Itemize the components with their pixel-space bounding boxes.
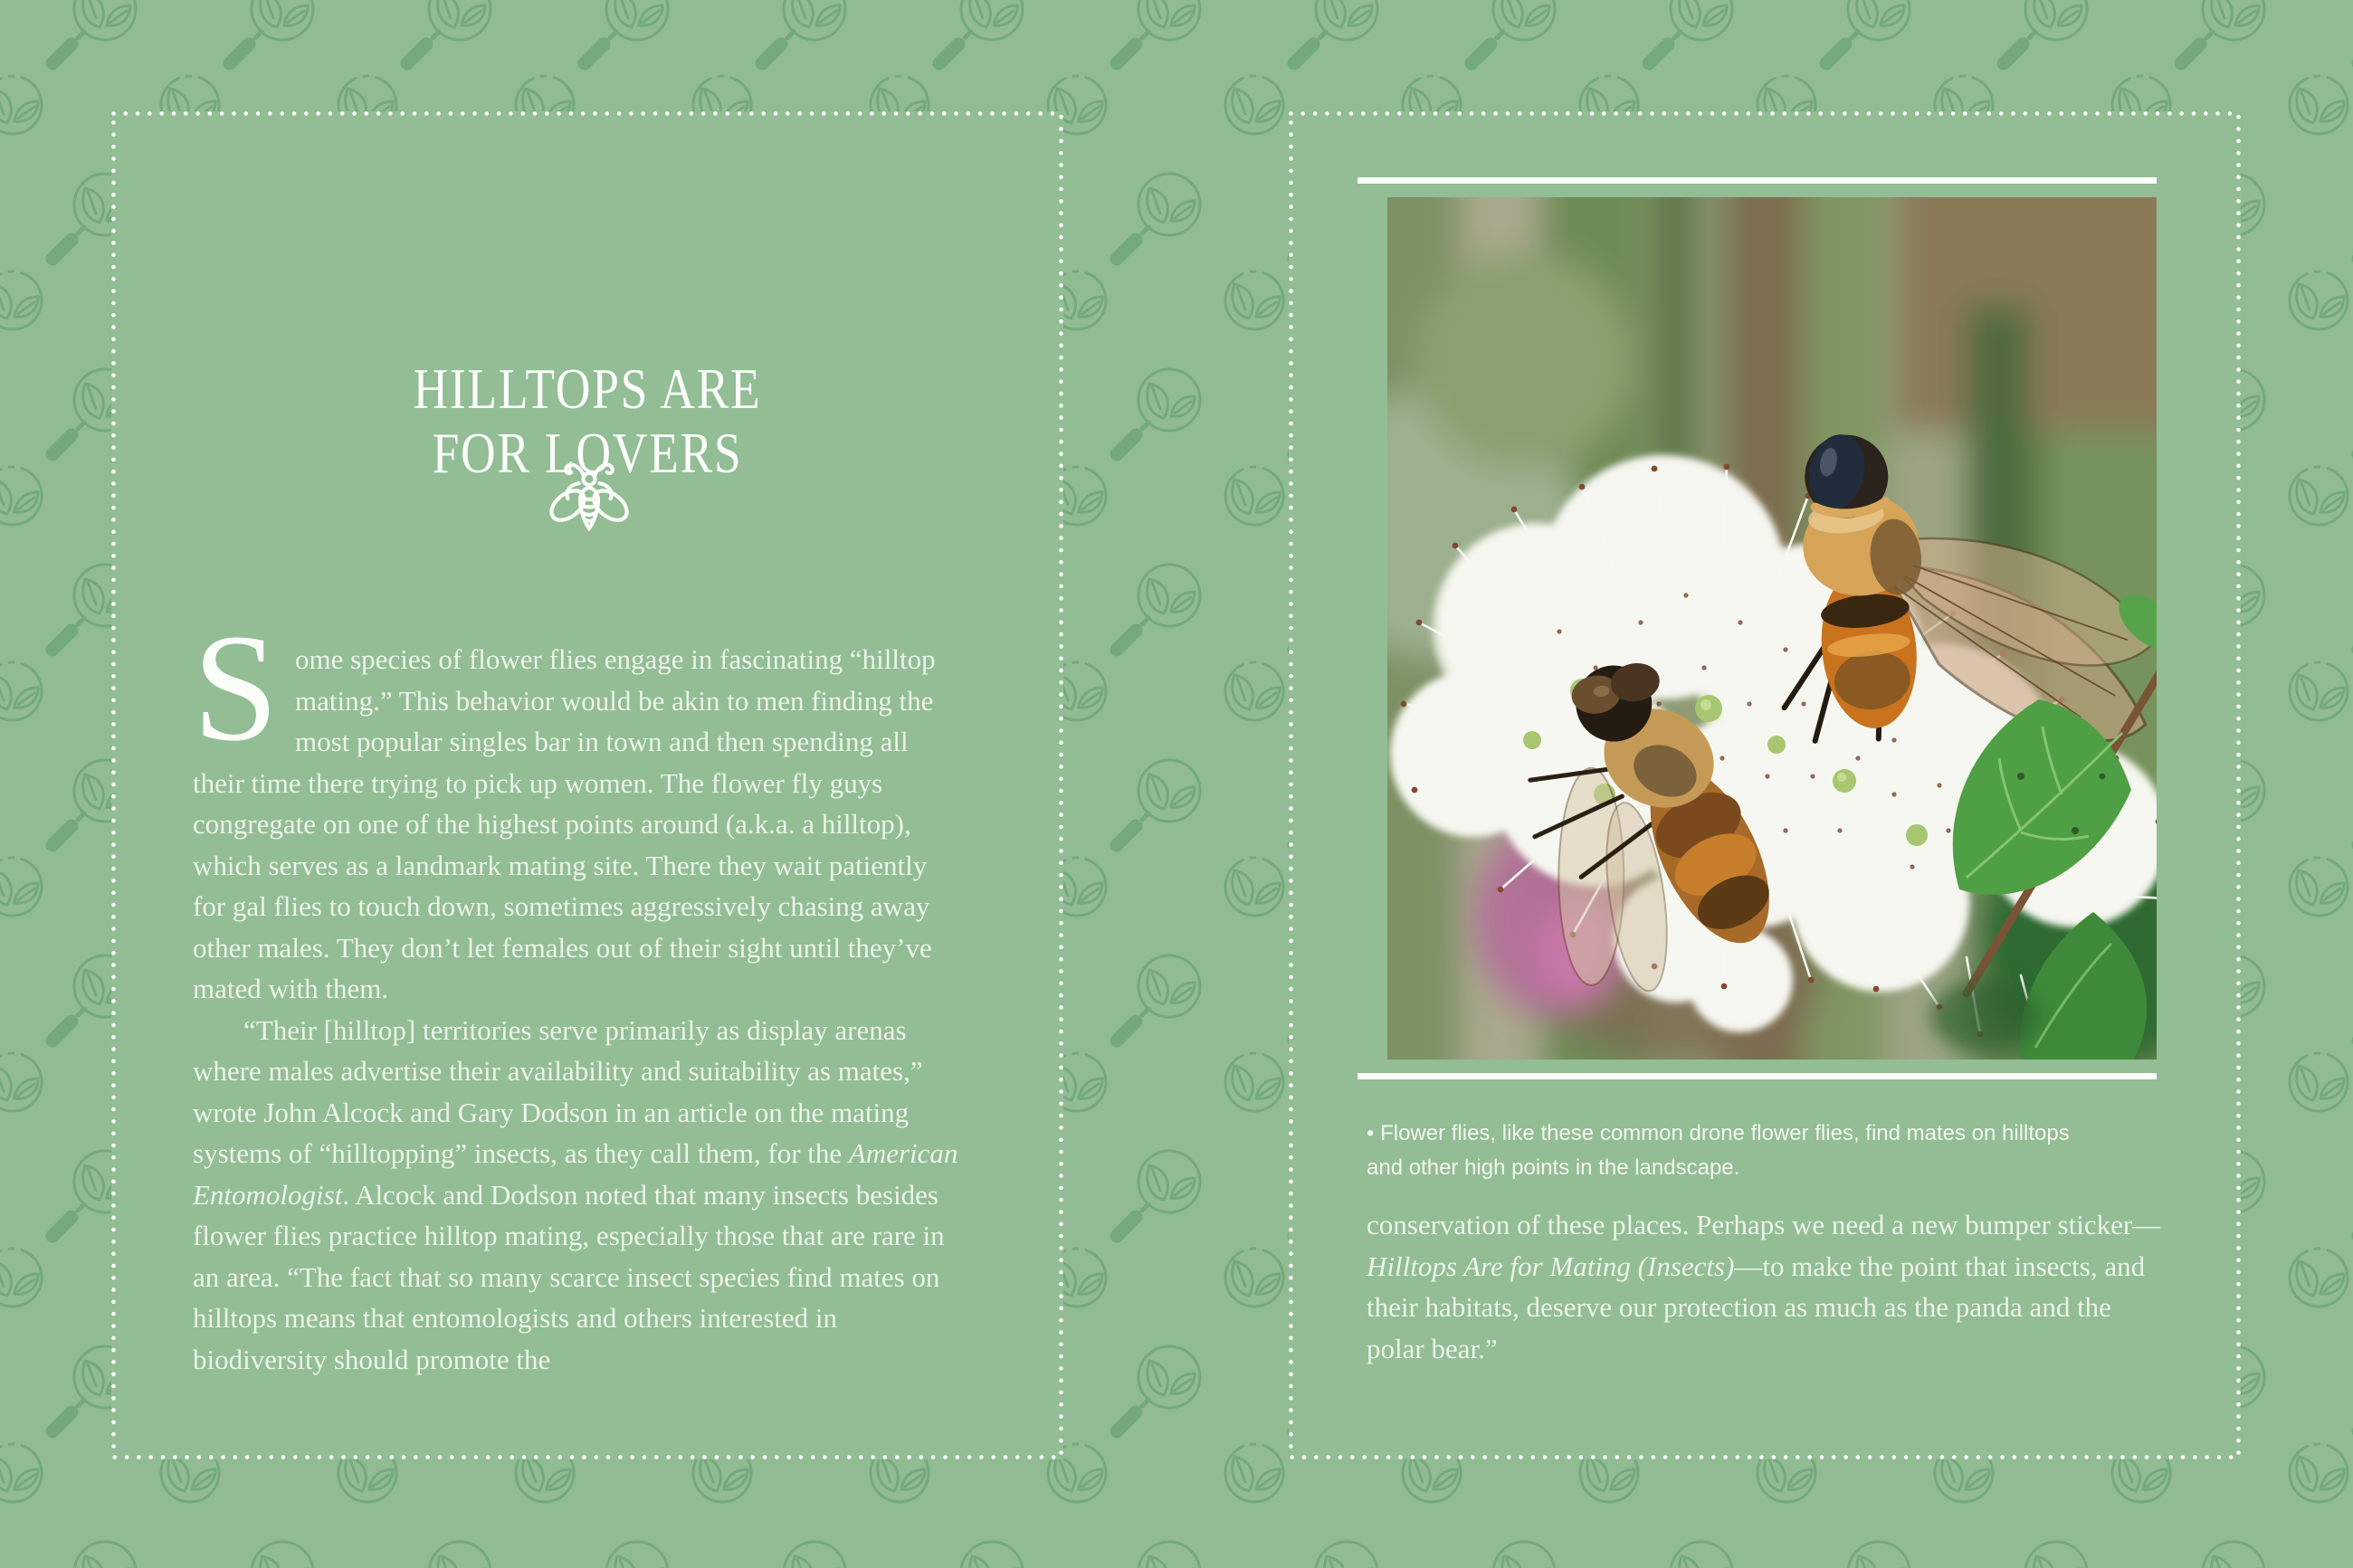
right-page	[1289, 111, 2241, 1459]
drop-cap-gap	[278, 639, 295, 749]
body-paragraph-2	[193, 1010, 964, 1381]
body-paragraph-1	[193, 603, 964, 1010]
paragraph-continued-post: —to make the point that insects, and their habitats, deserve our protection as much as the panda and the polar bear.”	[1367, 1250, 2146, 1364]
flower-flies-photo	[1387, 197, 2157, 1060]
paragraph-continued-pre: conservation of these places. Perhaps we need a new bumper sticker—	[1367, 1209, 2161, 1240]
paragraph-1-text: ome species of flower flies engage in fascinating “hilltop mating.” This behavior would be akin to men finding the most popular singles bar in town and then spending all their time there trying to pick up women. The flower fly guys congregate on one of the highest points around (a.k.a. a hilltop), which serves as a landmark mating site. There they wait patiently for gal flies to touch down, sometimes aggressively chasing away other males. They don’t let females out of their sight until they’ve mated with them.	[193, 643, 936, 1004]
bee-icon	[547, 457, 632, 542]
right-page-body	[1367, 1204, 2167, 1369]
paragraph-2-pre: “Their [hilltop] territories serve primarily as display arenas where males advertise their availability and suitability as mates,” wrote John Alcock and Gary Dodson in an article on the mating systems of “hilltopping” insects, as they call them, for the	[193, 1013, 923, 1169]
journal-name: American Entomologist	[193, 1137, 958, 1211]
body-paragraph-continued	[1367, 1204, 2167, 1369]
left-page	[111, 111, 1063, 1459]
drop-cap: S	[193, 603, 279, 773]
chapter-title-line2: FOR LOVERS	[432, 422, 743, 485]
photo-caption: • Flower flies, like these common drone flower flies, find mates on hilltops and other high points in the landscape.	[1367, 1121, 2070, 1180]
left-page-body	[193, 603, 964, 1380]
photo-rule-top	[1358, 177, 2157, 184]
photo-rule-bottom	[1358, 1073, 2157, 1079]
paragraph-2-post: . Alcock and Dodson noted that many insects besides flower flies practice hilltop mating, especially those that are rare in an area. “The fact that so many scarce insect species find mates on hilltops means that entomologists and others interested in biodiversity should promote the	[193, 1178, 945, 1375]
bumper-sticker-title: Hilltops Are for Mating (Insects)	[1367, 1250, 1735, 1282]
chapter-title-line1: HILLTOPS ARE	[413, 357, 762, 421]
